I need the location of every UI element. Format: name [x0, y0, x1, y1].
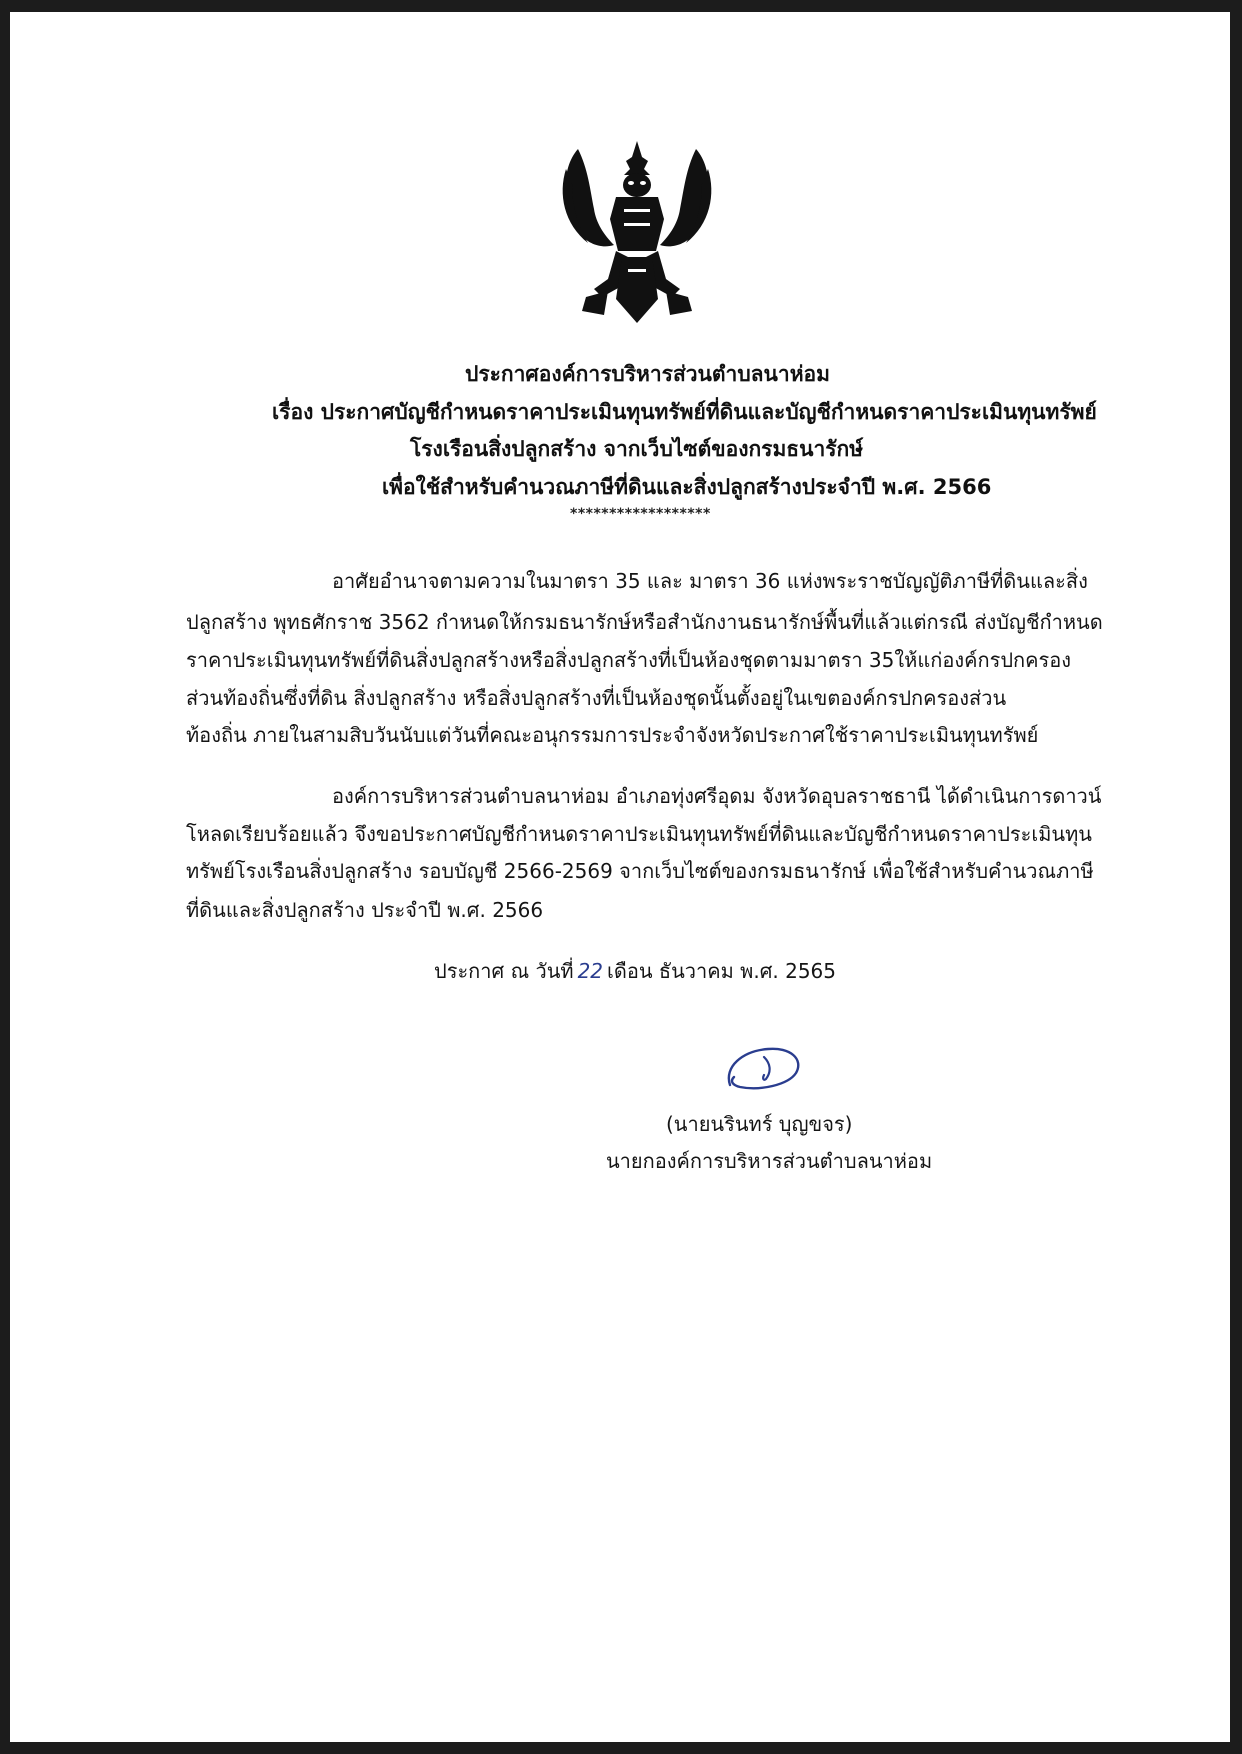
date-suffix: เดือน ธันวาคม พ.ศ. 2565 — [607, 959, 837, 983]
separator-stars: ****************** — [570, 506, 711, 522]
announcement-subject-cont: โรงเรือนสิ่งปลูกสร้าง จากเว็บไซต์ของกรมธนารักษ์ — [410, 437, 864, 461]
paragraph1-line: ส่วนท้องถิ่นซึ่งที่ดิน สิ่งปลูกสร้าง หรือสิ่งปลูกสร้างที่เป็นห้องชุดนั้นตั้งอยู่ในเขตองค์กรปกครองส่วน — [186, 686, 1007, 710]
announcement-title: ประกาศองค์การบริหารส่วนตำบลนาห่อม — [465, 362, 830, 386]
signer-position: นายกองค์การบริหารส่วนตำบลนาห่อม — [606, 1149, 933, 1173]
signer-name: (นายนรินทร์ บุญขจร) — [666, 1112, 853, 1136]
announcement-purpose: เพื่อใช้สำหรับคำนวณภาษีที่ดินและสิ่งปลูกสร้างประจำปี พ.ศ. 2566 — [382, 475, 992, 499]
paragraph2-line: ทรัพย์โรงเรือนสิ่งปลูกสร้าง รอบบัญชี 2566-2569 จากเว็บไซต์ของกรมธนารักษ์ เพื่อใช้สำหรับคำนวณภาษี — [186, 859, 1094, 883]
announcement-date — [434, 955, 836, 987]
paragraph1-line: ปลูกสร้าง พุทธศักราช 3562 กำหนดให้กรมธนารักษ์หรือสำนักงานธนารักษ์พื้นที่แล้วแต่กรณี ส่งบัญชีกำหนด — [186, 610, 1103, 634]
document-page — [10, 12, 1230, 1742]
date-prefix: ประกาศ ณ วันที่ — [434, 959, 574, 983]
paragraph2-line: องค์การบริหารส่วนตำบลนาห่อม อำเภอทุ่งศรีอุดม จังหวัดอุบลราชธานี ได้ดำเนินการดาวน์ — [332, 784, 1102, 808]
paragraph1-line: ท้องถิ่น ภายในสามสิบวันนับแต่วันที่คณะอนุกรรมการประจำจังหวัดประกาศใช้ราคาประเมินทุนทรัพย์ — [186, 723, 1039, 747]
paragraph1-line: อาศัยอำนาจตามความในมาตรา 35 และ มาตรา 36 แห่งพระราชบัญญัติภาษีที่ดินและสิ่ง — [332, 569, 1088, 593]
paragraph1-line: ราคาประเมินทุนทรัพย์ที่ดินสิ่งปลูกสร้างหรือสิ่งปลูกสร้างที่เป็นห้องชุดตามมาตรา 35ให้แก่องค์กรปกครอง — [186, 648, 1072, 672]
date-day-handwritten: 22 — [577, 959, 604, 983]
paragraph2-line: โหลดเรียบร้อยแล้ว จึงขอประกาศบัญชีกำหนดราคาประเมินทุนทรัพย์ที่ดินและบัญชีกำหนดราคาประเมินทุน — [186, 822, 1092, 846]
announcement-subject: เรื่อง ประกาศบัญชีกำหนดราคาประเมินทุนทรัพย์ที่ดินและบัญชีกำหนดราคาประเมินทุนทรัพย์ — [272, 400, 1097, 424]
garuda-emblem — [558, 139, 716, 324]
paragraph2-line: ที่ดินและสิ่งปลูกสร้าง ประจำปี พ.ศ. 2566 — [186, 898, 544, 922]
signature — [720, 1037, 810, 1097]
